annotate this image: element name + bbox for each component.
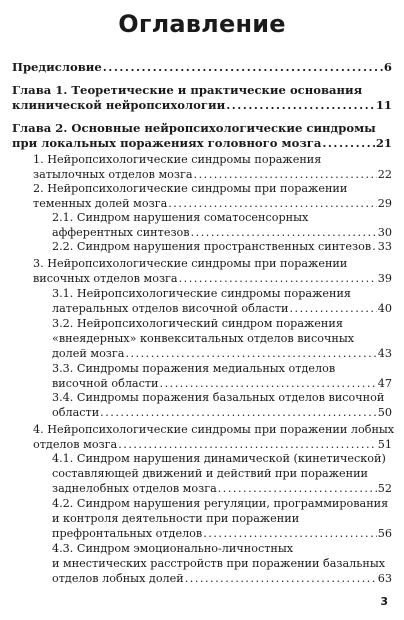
toc-page-number: 47 bbox=[377, 377, 392, 390]
dot-leader bbox=[290, 301, 377, 316]
toc-entry-leader-row bbox=[33, 437, 392, 452]
toc-entry-leader-row bbox=[12, 136, 392, 151]
toc-entry-line: 4.1. Синдром нарушения динамической (кинетической) bbox=[52, 452, 386, 465]
toc-entry-section-3-3[interactable] bbox=[52, 361, 392, 391]
toc-page-number: 40 bbox=[377, 302, 392, 315]
toc-entry-line: 3. Нейропсихологические синдромы при поражении bbox=[33, 257, 348, 270]
toc-entry-line: «внеядерных» конвекситальных отделов височных bbox=[52, 332, 355, 345]
toc-page-number: 29 bbox=[377, 197, 392, 210]
toc-entry-line: заднелобных отделов мозга bbox=[52, 482, 217, 495]
toc-page-number: 21 bbox=[375, 136, 392, 150]
toc-entry-line: области bbox=[52, 406, 100, 419]
dot-leader bbox=[125, 346, 376, 361]
toc-entry-line: височной области bbox=[52, 377, 159, 390]
toc-entry-line: 4.2. Синдром нарушения регуляции, программирования bbox=[52, 497, 389, 510]
toc-entry-line: височных отделов мозга bbox=[33, 272, 178, 285]
toc-entry-leader-row bbox=[33, 167, 392, 182]
toc-entry-line: префронтальных отделов bbox=[52, 527, 203, 540]
toc-entry-section-4-3[interactable] bbox=[52, 541, 392, 586]
toc-entry-line: 3.3. Синдромы поражения медиальных отделов bbox=[52, 362, 336, 375]
toc-entry-line: клинической нейропсихологии bbox=[12, 98, 226, 112]
toc-entry-leader-row bbox=[12, 98, 392, 113]
dot-leader bbox=[372, 239, 377, 254]
toc-entry-leader-row bbox=[52, 376, 392, 391]
toc-entry-section-4[interactable] bbox=[33, 422, 395, 452]
toc-entry-section-3-4[interactable] bbox=[52, 390, 392, 420]
dot-leader bbox=[103, 60, 383, 75]
toc-entry-leader-row bbox=[33, 271, 392, 286]
toc-entry-section-3[interactable] bbox=[33, 256, 392, 286]
toc-entry-preface[interactable] bbox=[12, 60, 392, 75]
toc-entry-line: 2.1. Синдром нарушения соматосенсорных bbox=[52, 211, 309, 224]
toc-entry-section-4-1[interactable] bbox=[52, 451, 392, 496]
dot-leader bbox=[179, 271, 377, 286]
toc-page-number: 52 bbox=[377, 482, 392, 495]
dot-leader bbox=[100, 405, 377, 420]
toc-entry-section-1[interactable] bbox=[33, 152, 392, 182]
toc-entry-leader-row bbox=[52, 301, 392, 316]
toc-entry-leader-row bbox=[33, 196, 392, 211]
toc-entry-chapter-1[interactable] bbox=[12, 83, 392, 113]
toc-page-number: 39 bbox=[377, 272, 392, 285]
toc-entry-line: отделов мозга bbox=[33, 438, 118, 451]
dot-leader bbox=[218, 481, 377, 496]
toc-entry-leader-row bbox=[52, 225, 392, 240]
toc-entry-leader-row bbox=[52, 571, 392, 586]
toc-page-number: 11 bbox=[375, 98, 392, 112]
dot-leader bbox=[185, 571, 377, 586]
toc-entry-line: и контроля деятельности при поражении bbox=[52, 512, 300, 525]
toc-entry-line: отделов лобных долей bbox=[52, 572, 184, 585]
toc-page-number: 30 bbox=[377, 226, 392, 239]
toc-page-number: 22 bbox=[377, 168, 392, 181]
toc-page-number: 51 bbox=[377, 438, 392, 451]
toc-page-number: 63 bbox=[377, 572, 392, 585]
toc-entry-line: 3.4. Синдромы поражения базальных отделов височной bbox=[52, 391, 385, 404]
toc-entry-section-2[interactable] bbox=[33, 181, 392, 211]
toc-entry-leader-row bbox=[12, 60, 392, 75]
dot-leader bbox=[194, 167, 377, 182]
dot-leader bbox=[203, 526, 377, 541]
toc-entry-leader-row bbox=[52, 405, 392, 420]
page-title: Оглавление bbox=[118, 10, 286, 38]
toc-entry-line: 2.2. Синдром нарушения пространственных синтезов bbox=[52, 240, 372, 253]
toc-entry-line: 3.2. Нейропсихологический синдром поражения bbox=[52, 317, 343, 330]
toc-entry-line: теменных долей мозга bbox=[33, 197, 168, 210]
dot-leader bbox=[322, 136, 375, 151]
toc-entry-line: Глава 1. Теоретические и практические основания bbox=[12, 83, 363, 97]
dot-leader bbox=[160, 376, 377, 391]
toc-entry-line: афферентных синтезов bbox=[52, 226, 190, 239]
toc-entry-line: Предисловие bbox=[12, 60, 102, 74]
dot-leader bbox=[118, 437, 377, 452]
toc-entry-leader-row bbox=[52, 346, 392, 361]
toc-entry-section-3-1[interactable] bbox=[52, 286, 392, 316]
toc-page-number: 50 bbox=[377, 406, 392, 419]
toc-entry-line: латеральных отделов височной области bbox=[52, 302, 289, 315]
toc-page-number: 33 bbox=[377, 240, 392, 253]
dot-leader bbox=[191, 225, 377, 240]
toc-entry-section-2-2[interactable] bbox=[52, 239, 392, 254]
toc-entry-line: при локальных поражениях головного мозга bbox=[12, 136, 322, 150]
page-number: 3 bbox=[380, 595, 388, 608]
toc-entry-line: 4.3. Синдром эмоционально-личностных bbox=[52, 542, 294, 555]
toc-entry-line: 4. Нейропсихологические синдромы при поражении лобных bbox=[33, 423, 395, 436]
toc-entry-line: Глава 2. Основные нейропсихологические синдромы bbox=[12, 121, 376, 135]
toc-page-number: 56 bbox=[377, 527, 392, 540]
toc-entry-section-3-2[interactable] bbox=[52, 316, 392, 361]
toc-entry-line: и мнестических расстройств при поражении базальных bbox=[52, 557, 386, 570]
toc-entry-line: 3.1. Нейропсихологические синдромы поражения bbox=[52, 287, 351, 300]
toc-entry-leader-row bbox=[52, 526, 392, 541]
toc-entry-section-4-2[interactable] bbox=[52, 496, 392, 541]
toc-entry-line: затылочных отделов мозга bbox=[33, 168, 193, 181]
toc-entry-leader-row bbox=[52, 239, 392, 254]
toc-entry-line: составляющей движений и действий при поражении bbox=[52, 467, 368, 480]
toc-entry-line: 2. Нейропсихологические синдромы при поражении bbox=[33, 182, 348, 195]
toc-page-number: 43 bbox=[377, 347, 392, 360]
toc-entry-leader-row bbox=[52, 481, 392, 496]
toc-entry-chapter-2[interactable] bbox=[12, 121, 392, 151]
toc-page-number: 6 bbox=[383, 60, 392, 74]
toc-entry-line: долей мозга bbox=[52, 347, 125, 360]
toc-entry-section-2-1[interactable] bbox=[52, 210, 392, 240]
toc-entry-line: 1. Нейропсихологические синдромы поражения bbox=[33, 153, 322, 166]
dot-leader bbox=[168, 196, 377, 211]
dot-leader bbox=[226, 98, 375, 113]
